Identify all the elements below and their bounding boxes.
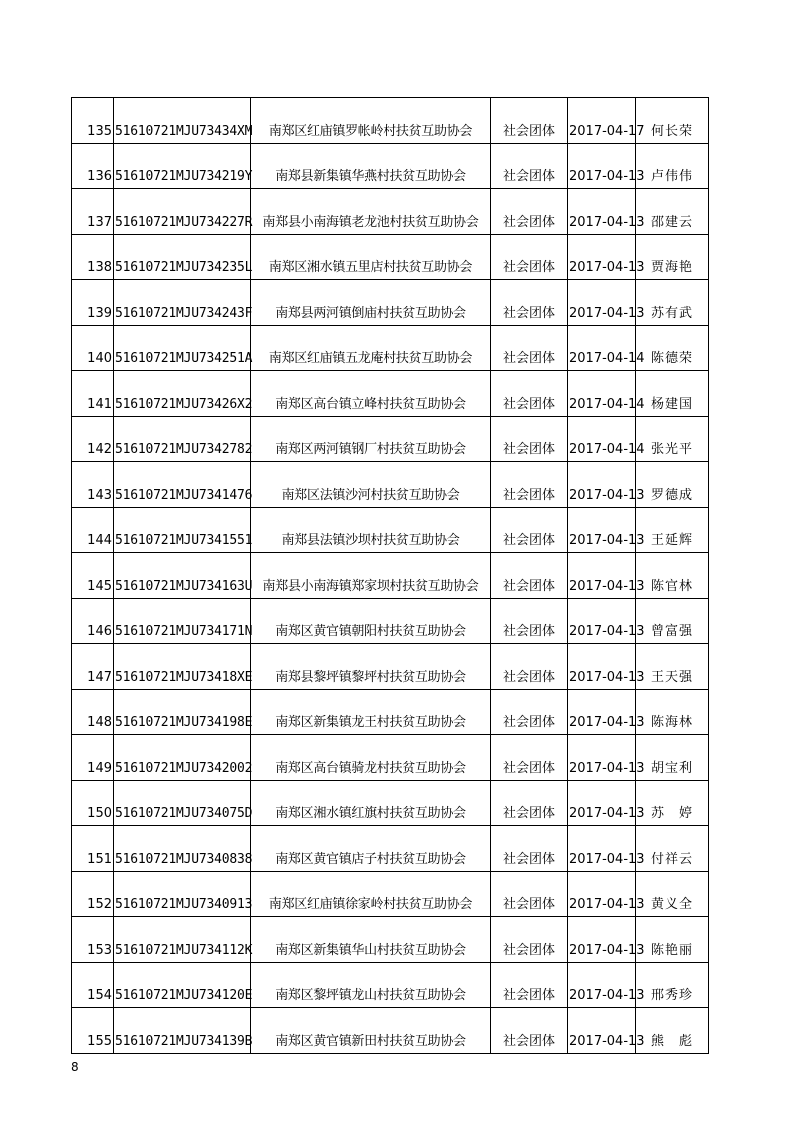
table-row <box>72 780 709 826</box>
table-row <box>72 280 709 326</box>
table-row <box>72 553 709 599</box>
row-number-cell: 135 <box>72 98 114 144</box>
table-row <box>72 1008 709 1054</box>
legal-representative-cell: 邵建云 <box>636 189 709 235</box>
row-number-cell: 139 <box>72 280 114 326</box>
credit-code-cell: 51610721MJU734075D <box>114 780 251 826</box>
legal-representative-cell: 王天强 <box>636 644 709 690</box>
credit-code-cell: 51610721MJU7342782 <box>114 416 251 462</box>
organization-type-cell: 社会团体 <box>491 1008 568 1054</box>
row-number-cell: 141 <box>72 371 114 417</box>
credit-code-cell: 51610721MJU734198E <box>114 689 251 735</box>
row-number-cell: 155 <box>72 1008 114 1054</box>
organization-name-cell: 南郑区黄官镇店子村扶贫互助协会 <box>251 826 491 872</box>
credit-code-cell: 51610721MJU734120E <box>114 962 251 1008</box>
legal-representative-cell: 苏有武 <box>636 280 709 326</box>
organization-name-cell: 南郑区黄官镇朝阳村扶贫互助协会 <box>251 598 491 644</box>
organization-name-cell: 南郑区湘水镇红旗村扶贫互助协会 <box>251 780 491 826</box>
legal-representative-cell: 杨建国 <box>636 371 709 417</box>
registration-date-cell: 2017-04-13 <box>568 735 636 781</box>
row-number-cell: 144 <box>72 507 114 553</box>
credit-code-cell: 51610721MJU734243F <box>114 280 251 326</box>
table-row <box>72 598 709 644</box>
registration-date-cell: 2017-04-13 <box>568 280 636 326</box>
registration-date-cell: 2017-04-13 <box>568 962 636 1008</box>
organization-name-cell: 南郑区高台镇骑龙村扶贫互助协会 <box>251 735 491 781</box>
organization-name-cell: 南郑县小南海镇郑家坝村扶贫互助协会 <box>251 553 491 599</box>
row-number-cell: 142 <box>72 416 114 462</box>
legal-representative-cell: 张光平 <box>636 416 709 462</box>
organization-type-cell: 社会团体 <box>491 98 568 144</box>
organization-name-cell: 南郑区红庙镇五龙庵村扶贫互助协会 <box>251 325 491 371</box>
organization-name-cell: 南郑区红庙镇罗帐岭村扶贫互助协会 <box>251 98 491 144</box>
registration-date-cell: 2017-04-13 <box>568 553 636 599</box>
row-number-cell: 152 <box>72 871 114 917</box>
organization-type-cell: 社会团体 <box>491 234 568 280</box>
organization-type-cell: 社会团体 <box>491 871 568 917</box>
registration-date-cell: 2017-04-13 <box>568 189 636 235</box>
row-number-cell: 154 <box>72 962 114 1008</box>
registration-date-cell: 2017-04-13 <box>568 1008 636 1054</box>
organization-type-cell: 社会团体 <box>491 780 568 826</box>
organization-type-cell: 社会团体 <box>491 325 568 371</box>
organization-name-cell: 南郑县法镇沙坝村扶贫互助协会 <box>251 507 491 553</box>
organization-name-cell: 南郑区高台镇立峰村扶贫互助协会 <box>251 371 491 417</box>
registration-date-cell: 2017-04-13 <box>568 462 636 508</box>
credit-code-cell: 51610721MJU73426X2 <box>114 371 251 417</box>
organization-type-cell: 社会团体 <box>491 371 568 417</box>
legal-representative-cell: 黄义全 <box>636 871 709 917</box>
table-row <box>72 416 709 462</box>
organization-type-cell: 社会团体 <box>491 507 568 553</box>
credit-code-cell: 51610721MJU734235L <box>114 234 251 280</box>
credit-code-cell: 51610721MJU73418XE <box>114 644 251 690</box>
legal-representative-cell: 陈海林 <box>636 689 709 735</box>
organization-type-cell: 社会团体 <box>491 735 568 781</box>
organization-type-cell: 社会团体 <box>491 189 568 235</box>
table-row <box>72 644 709 690</box>
legal-representative-cell: 卢伟伟 <box>636 143 709 189</box>
organization-name-cell: 南郑区新集镇华山村扶贫互助协会 <box>251 917 491 963</box>
organization-name-cell: 南郑区湘水镇五里店村扶贫互助协会 <box>251 234 491 280</box>
row-number-cell: 137 <box>72 189 114 235</box>
table-row <box>72 189 709 235</box>
legal-representative-cell: 何长荣 <box>636 98 709 144</box>
table-body <box>72 98 709 1054</box>
legal-representative-cell: 曾富强 <box>636 598 709 644</box>
credit-code-cell: 51610721MJU734163U <box>114 553 251 599</box>
credit-code-cell: 51610721MJU7340838 <box>114 826 251 872</box>
legal-representative-cell: 贾海艳 <box>636 234 709 280</box>
legal-representative-cell: 邢秀珍 <box>636 962 709 1008</box>
table-row <box>72 962 709 1008</box>
organization-name-cell: 南郑县新集镇华燕村扶贫互助协会 <box>251 143 491 189</box>
row-number-cell: 149 <box>72 735 114 781</box>
registration-date-cell: 2017-04-13 <box>568 689 636 735</box>
organization-type-cell: 社会团体 <box>491 416 568 462</box>
legal-representative-cell: 陈德荣 <box>636 325 709 371</box>
credit-code-cell: 51610721MJU73434XM <box>114 98 251 144</box>
registration-date-cell: 2017-04-14 <box>568 371 636 417</box>
organization-type-cell: 社会团体 <box>491 553 568 599</box>
table-row <box>72 689 709 735</box>
page-number: 8 <box>71 1060 79 1074</box>
row-number-cell: 147 <box>72 644 114 690</box>
registration-date-cell: 2017-04-14 <box>568 325 636 371</box>
row-number-cell: 138 <box>72 234 114 280</box>
organization-name-cell: 南郑区红庙镇徐家岭村扶贫互助协会 <box>251 871 491 917</box>
credit-code-cell: 51610721MJU7342002 <box>114 735 251 781</box>
legal-representative-cell: 熊 彪 <box>636 1008 709 1054</box>
credit-code-cell: 51610721MJU734219Y <box>114 143 251 189</box>
organization-name-cell: 南郑县两河镇倒庙村扶贫互助协会 <box>251 280 491 326</box>
organization-type-cell: 社会团体 <box>491 598 568 644</box>
legal-representative-cell: 王延辉 <box>636 507 709 553</box>
legal-representative-cell: 胡宝利 <box>636 735 709 781</box>
registration-date-cell: 2017-04-17 <box>568 98 636 144</box>
table-row <box>72 143 709 189</box>
credit-code-cell: 51610721MJU734112K <box>114 917 251 963</box>
row-number-cell: 148 <box>72 689 114 735</box>
organization-type-cell: 社会团体 <box>491 462 568 508</box>
legal-representative-cell: 苏 婷 <box>636 780 709 826</box>
legal-representative-cell: 付祥云 <box>636 826 709 872</box>
organization-name-cell: 南郑区两河镇钢厂村扶贫互助协会 <box>251 416 491 462</box>
legal-representative-cell: 罗德成 <box>636 462 709 508</box>
credit-code-cell: 51610721MJU734251A <box>114 325 251 371</box>
organization-type-cell: 社会团体 <box>491 143 568 189</box>
table-row <box>72 462 709 508</box>
organization-name-cell: 南郑县小南海镇老龙池村扶贫互助协会 <box>251 189 491 235</box>
table-row <box>72 234 709 280</box>
row-number-cell: 146 <box>72 598 114 644</box>
table-row <box>72 507 709 553</box>
credit-code-cell: 51610721MJU7341551 <box>114 507 251 553</box>
registration-date-cell: 2017-04-13 <box>568 234 636 280</box>
row-number-cell: 136 <box>72 143 114 189</box>
registration-date-cell: 2017-04-13 <box>568 917 636 963</box>
registration-date-cell: 2017-04-13 <box>568 644 636 690</box>
table-row <box>72 371 709 417</box>
organization-type-cell: 社会团体 <box>491 917 568 963</box>
row-number-cell: 145 <box>72 553 114 599</box>
credit-code-cell: 51610721MJU7341476 <box>114 462 251 508</box>
legal-representative-cell: 陈艳丽 <box>636 917 709 963</box>
table-row <box>72 325 709 371</box>
row-number-cell: 150 <box>72 780 114 826</box>
table-row <box>72 871 709 917</box>
registration-date-cell: 2017-04-13 <box>568 780 636 826</box>
organization-type-cell: 社会团体 <box>491 689 568 735</box>
registration-table <box>71 97 709 1054</box>
table-row <box>72 917 709 963</box>
row-number-cell: 153 <box>72 917 114 963</box>
registration-date-cell: 2017-04-13 <box>568 507 636 553</box>
registration-date-cell: 2017-04-14 <box>568 416 636 462</box>
row-number-cell: 140 <box>72 325 114 371</box>
organization-name-cell: 南郑区法镇沙河村扶贫互助协会 <box>251 462 491 508</box>
credit-code-cell: 51610721MJU734171N <box>114 598 251 644</box>
table-row <box>72 826 709 872</box>
legal-representative-cell: 陈官林 <box>636 553 709 599</box>
row-number-cell: 143 <box>72 462 114 508</box>
organization-name-cell: 南郑区新集镇龙王村扶贫互助协会 <box>251 689 491 735</box>
table-row <box>72 735 709 781</box>
organization-name-cell: 南郑县黎坪镇黎坪村扶贫互助协会 <box>251 644 491 690</box>
credit-code-cell: 51610721MJU7340913 <box>114 871 251 917</box>
registration-date-cell: 2017-04-13 <box>568 143 636 189</box>
organization-type-cell: 社会团体 <box>491 644 568 690</box>
organization-type-cell: 社会团体 <box>491 280 568 326</box>
registration-date-cell: 2017-04-13 <box>568 598 636 644</box>
registration-date-cell: 2017-04-13 <box>568 826 636 872</box>
organization-type-cell: 社会团体 <box>491 826 568 872</box>
organization-name-cell: 南郑区黄官镇新田村扶贫互助协会 <box>251 1008 491 1054</box>
credit-code-cell: 51610721MJU734139B <box>114 1008 251 1054</box>
row-number-cell: 151 <box>72 826 114 872</box>
organization-name-cell: 南郑区黎坪镇龙山村扶贫互助协会 <box>251 962 491 1008</box>
registration-date-cell: 2017-04-13 <box>568 871 636 917</box>
credit-code-cell: 51610721MJU734227R <box>114 189 251 235</box>
organization-type-cell: 社会团体 <box>491 962 568 1008</box>
table-row <box>72 98 709 144</box>
